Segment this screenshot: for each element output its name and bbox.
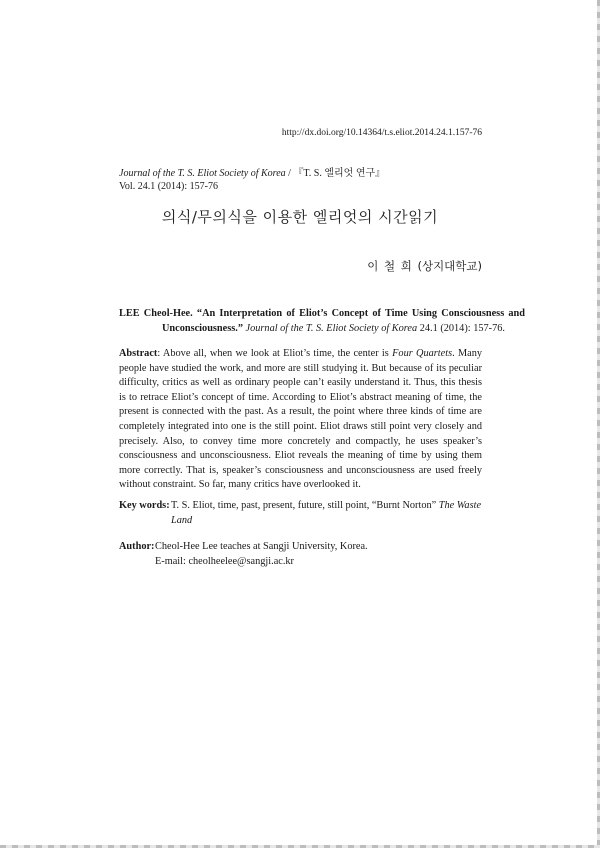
abstract-label: Abstract: [119, 348, 158, 359]
author-info-email[interactable]: E-mail: cheolheelee@sangji.ac.kr: [155, 555, 294, 567]
citation-author: LEE Cheol-Hee.: [119, 308, 193, 319]
author-affiliation: 이 철 희 (상지대학교): [367, 259, 482, 273]
citation-journal: Journal of the T. S. Eliot Society of Korea: [245, 323, 418, 334]
keywords: [119, 499, 482, 528]
author-info-label: Author:: [119, 541, 155, 552]
citation: [119, 306, 525, 336]
journal-name: Journal of the T. S. Eliot Society of Korea: [119, 168, 286, 179]
journal-name-line: [119, 167, 385, 180]
journal-separator: /: [285, 168, 294, 179]
author-info-line-1: Cheol-Hee Lee teaches at Sangji University, Korea.: [155, 541, 368, 552]
journal-korean-name: 『T. S. 엘리엇 연구』: [293, 168, 386, 179]
abstract-text-1: : Above all, when we look at Eliot’s time, the center is: [157, 348, 393, 359]
abstract-text-2: . Many people have studied the work, and more are still studying it. But because of its peculiar difficulty, critics as well as ordinary people can’t easily understand it. Thus, this thesis is to retrace Eliot’s concept of time. According to Eliot’s abstract meaning of time, the present is connected with the past. As a result, the point where three kinds of time are completely integrated into one is the still point. Eliot draws still point very closely and precisely. Also, to convey time more concretely and compactly, he uses speaker’s consciousness and unconsciousness. Eliot reveals the meaning of time by using them more correctly. That is, speaker’s consciousness and unconsciousness are used freely without constraint. So far, many critics have overlooked it.: [119, 348, 482, 491]
keywords-italic: The Waste Land: [171, 500, 482, 526]
journal-info: [119, 167, 385, 193]
doi-link[interactable]: http://dx.doi.org/10.14364/t.s.eliot.2014.24.1.157-76: [281, 128, 482, 138]
citation-article: “An Interpretation of Eliot’s Concept of Time Using Consciousness and Unconsciousness.”: [162, 308, 526, 334]
journal-volume: Vol. 24.1 (2014): 157-76: [119, 181, 218, 192]
paper-title: 의식/무의식을 이용한 엘리엇의 시간읽기: [161, 208, 439, 226]
author-info: [119, 540, 482, 569]
keywords-body: [169, 499, 482, 528]
abstract-italic-title: Four Quartets: [392, 348, 453, 359]
abstract: [119, 347, 482, 493]
keywords-text: T. S. Eliot, time, past, present, future, still point, “Burnt Norton”: [171, 500, 439, 511]
keywords-label: Key words:: [119, 500, 170, 511]
author-info-body: [149, 540, 368, 569]
citation-rest: 24.1 (2014): 157-76.: [419, 323, 505, 334]
